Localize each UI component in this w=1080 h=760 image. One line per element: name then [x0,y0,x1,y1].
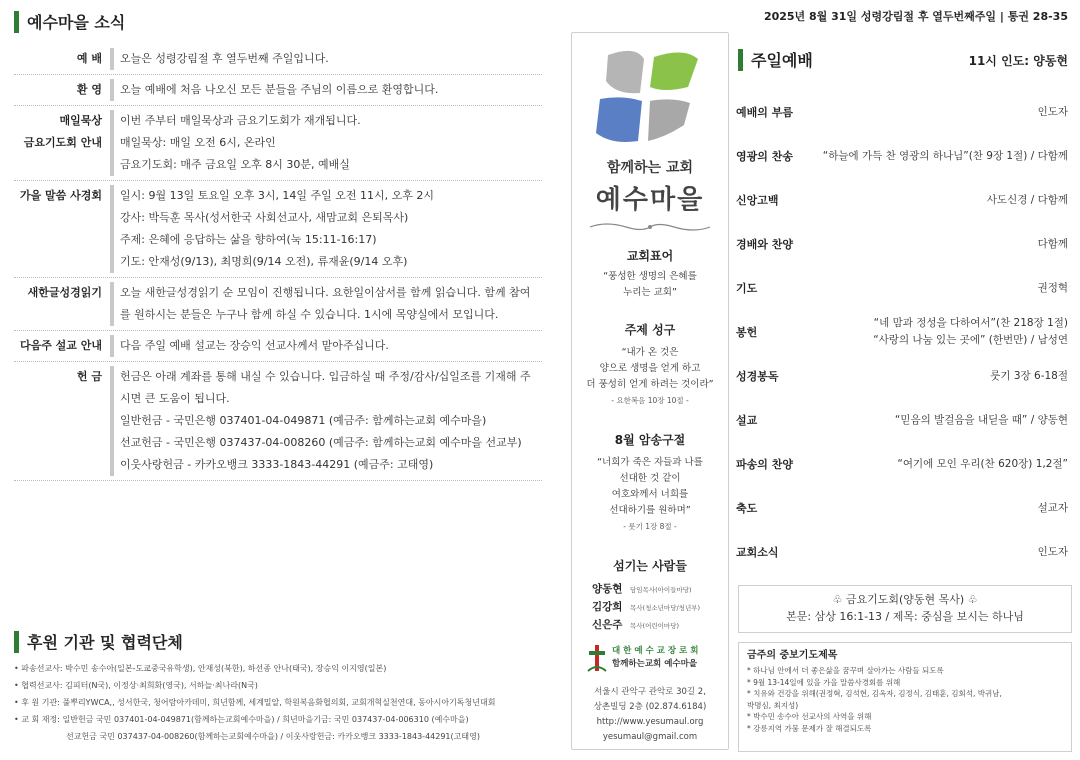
news-body-line: 다음 주일 예배 설교는 장승익 선교사께서 맡아주십니다. [120,339,389,352]
servant-name: 양동현 [592,583,623,595]
servant-role: 목사(청소년마당/청년부) [630,604,701,612]
worship-order-value [987,192,1068,209]
worship-order-value [823,148,1068,165]
worship-order-label: 영광의 찬송 [736,150,793,163]
news-row-body [110,282,542,326]
news-body-line: 주제: 은혜에 응답하는 삶을 향하여(눅 15:11-16:17) [120,233,377,246]
worship-order-value [1038,500,1068,517]
news-section-header [14,10,125,33]
support-item: • 후 원 기관: 풀뿌리YWCA,, 성서한국, 청어람아카데미, 희년함께, 세계밀알, 학원복음화협의회, 교회개혁실천연대, 동아시아기독청년대회 [14,698,496,707]
prayer-topic-item: * 치유와 건강을 위해(권정혁, 김석현, 김옥자, 김정식, 김태훈, 김회석, 박귀남, [747,689,1002,698]
news-body-line: 선교헌금 - 국민은행 037437-04-008260 (예금주: 함께하는교회 예수마을 선교부) [120,436,522,449]
servant-name: 신은주 [592,619,623,631]
servant-role: 담임목사(아이들마당) [630,586,692,594]
news-label-line: 헌 금 [76,370,102,383]
news-section-title: 예수마을 소식 [27,13,126,32]
news-body-line: 오늘 새한글성경읽기 순 모임이 진행됩니다. 요한일이삼서를 함께 읽습니다. 함께 참여 [120,286,531,299]
news-body-line: 이웃사랑헌금 - 카카오뱅크 3333-1843-44291 (예금주: 고태영) [120,458,434,471]
email-link[interactable]: yesumaul@gmail.com [602,732,698,742]
news-label-line: 금요기도회 안내 [23,136,102,149]
worship-order-value [990,368,1068,385]
news-label-line: 예 배 [76,52,102,65]
worship-order-label: 교회소식 [736,546,779,559]
bulletin-date-line: 2025년 8월 31일 성령강림절 후 열두번째주일 | 통권 28-35 [763,10,1068,23]
friday-prayer-title: ♧ 금요기도회(양동현 목사) ♧ [832,593,978,606]
section-accent-bar [738,49,743,71]
news-label-line: 다음주 설교 안내 [19,339,102,352]
denomination-cross-icon [586,643,608,673]
servants-list [592,581,724,635]
worship-order-value [873,315,1068,349]
worship-order-row [736,310,1068,354]
news-row-label [14,110,110,176]
worship-order-row [736,530,1068,574]
motto-text [572,269,728,301]
prayer-topic-item: * 하나님 안에서 더 좋은삶을 꿈꾸며 살아가는 사람들 되도록 [747,666,944,675]
worship-order-value [1038,280,1068,297]
worship-order-label: 성경봉독 [736,370,779,383]
theme-verse-title: 주제 성구 [624,323,676,337]
worship-order-label: 파송의 찬양 [736,458,793,471]
support-section-header [14,630,183,653]
news-row-label [14,185,110,273]
news-body-line: 오늘은 성령강림절 후 열두번째 주일입니다. [120,52,329,65]
motto-line: “풍성한 생명의 은혜를 [603,271,697,282]
denomination-church-name: 함께하는교회 예수마을 [612,659,698,669]
worship-order-row [736,486,1068,530]
news-body-line: 시면 큰 도움이 됩니다. [120,392,230,405]
news-row-body [110,110,542,176]
worship-order-row [736,354,1068,398]
news-row [14,362,542,481]
worship-order-row [736,442,1068,486]
news-row [14,331,542,362]
news-table [14,44,542,481]
worship-order-list [736,90,1068,574]
support-section-title: 후원 기관 및 협력단체 [27,633,183,652]
news-row-label [14,282,110,326]
worship-order-label: 설교 [736,414,758,427]
news-row-body [110,185,542,273]
address-line: 서울시 관악구 관악로 30길 2, [594,687,706,697]
news-row-label [14,335,110,357]
worship-section-header [738,48,813,71]
news-row-label [14,79,110,101]
worship-order-row [736,266,1068,310]
church-info-panel [571,32,729,750]
prayer-topic-item: * 9월 13-14일에 있을 가을 말씀사경회를 위해 [747,677,901,687]
news-label-line: 환 영 [76,83,102,96]
news-body-line: 일시: 9월 13일 토요일 오후 3시, 14일 주일 오전 11시, 오후 2시 [120,189,435,202]
prayer-topic-item: * 박수민 송수아 선교사의 사역을 위해 [747,712,872,721]
theme-verse-reference: - 요한복음 10장 10절 - [611,396,689,405]
news-label-line: 새한글성경읽기 [27,286,102,299]
news-row-body [110,79,542,101]
worship-order-value-line: 다함께 [1037,237,1068,250]
news-row [14,278,542,331]
worship-order-value-line: 인도자 [1037,105,1068,118]
worship-section-title: 주일예배 [751,51,813,70]
news-body-line: 강사: 박득훈 목사(성서한국 사회선교사, 새맘교회 은퇴목사) [120,211,409,224]
news-row [14,181,542,278]
worship-order-value-line: “하늘에 가득 찬 영광의 하나님”(찬 9장 1절) / 다함께 [822,149,1068,162]
ornament-divider-icon [586,221,714,233]
worship-order-value-line: 인도자 [1037,545,1068,558]
church-address [572,685,728,745]
worship-order-value-line: “믿음의 발걸음을 내딛을 때” / 양동현 [894,413,1068,426]
motto-line: 누리는 교회” [623,287,677,298]
news-body-line: 금요기도회: 매주 금요일 오후 8시 30분, 예배실 [120,158,350,171]
news-row-body [110,48,542,70]
news-body-line: 매일묵상: 매일 오전 6시, 온라인 [120,136,276,149]
theme-verse-line: 더 풍성히 얻게 하려는 것이라” [586,379,714,390]
worship-order-value-line: 룻기 3장 6-18절 [990,369,1068,382]
memory-verse-line: “너희가 죽은 자들과 나를 [597,457,703,468]
worship-order-value [1038,104,1068,121]
worship-order-label: 기도 [736,282,758,295]
prayer-topic-item: * 강릉지역 가뭄 문제가 잘 해결되도록 [747,723,872,733]
worship-order-value [1038,236,1068,253]
prayer-topic-item: 박명심, 최지성) [747,700,799,710]
worship-order-value-line: 권정혁 [1037,281,1068,294]
worship-order-label: 경배와 찬양 [736,238,793,251]
denomination-block [586,643,716,673]
logo-church-name: 예수마을 [595,185,705,215]
worship-order-value-line: “네 맘과 정성을 다하여서”(찬 218장 1절) [873,317,1068,329]
support-list [14,660,554,745]
logo-subtitle: 함께하는 교회 [606,160,694,176]
worship-order-label: 예배의 부름 [736,106,793,119]
support-item: • 협력선교사: 김피터(N국), 이정상·최희화(영국), 서하늘·최나라(N국) [14,681,258,690]
news-body-line: 이번 주부터 매일묵상과 금요기도회가 재개됩니다. [120,114,361,127]
memory-verse-text [572,455,728,535]
worship-time-leader: 11시 인도: 양동현 [968,54,1068,68]
website-link[interactable]: http://www.yesumaul.org [596,717,704,727]
support-item: • 파송선교사: 박수민 송수아(일본-도쿄중국유학생), 안재성(북한), 하선종 안나(태국), 장승익 이지영(일본) [14,664,387,673]
theme-verse-line: 양으로 생명을 얻게 하고 [599,363,701,374]
theme-verse-line: “내가 온 것은 [621,347,679,358]
prayer-topics-title: 금주의 중보기도제목 [747,650,838,661]
worship-order-row [736,222,1068,266]
worship-order-value-line: 설교자 [1037,501,1068,514]
memory-verse-line: 여호와께서 너희를 [611,489,689,500]
news-body-line: 일반헌금 - 국민은행 037401-04-049871 (예금주: 함께하는교회 예수마을) [120,414,487,427]
worship-order-row [736,134,1068,178]
news-label-line: 매일묵상 [59,114,102,127]
news-row-label [14,48,110,70]
servant-row [592,599,724,617]
memory-verse-reference: - 룻기 1장 8절 - [623,522,677,531]
worship-order-value [1038,544,1068,561]
denomination-name: 대 한 예 수 교 장 로 회 [612,646,699,656]
worship-order-row [736,398,1068,442]
worship-order-value-line: 사도신경 / 다함께 [986,193,1068,206]
servant-role: 목사(어린이마당) [630,622,680,630]
worship-order-value-line: “여기에 모인 우리(찬 620장) 1,2절” [897,457,1068,470]
section-accent-bar [14,631,19,653]
address-line: 상촌빌딩 2층 (02.874.6184) [593,702,707,712]
worship-order-label: 축도 [736,502,758,515]
support-item: 선교헌금 국민 037437-04-008260(함께하는교회예수마을) / 이웃사랑헌금: 카카오뱅크 3333-1843-44291(고태영) [66,732,480,741]
memory-verse-title: 8월 암송구절 [614,433,686,447]
news-body-line: 오늘 예배에 처음 나오신 모든 분들을 주님의 이름으로 환영합니다. [120,83,439,96]
worship-order-label: 신앙고백 [736,194,779,207]
worship-order-value-line: “사랑의 나눔 있는 곳에” (한번만) / 남성연 [873,334,1068,346]
news-body-line: 를 원하시는 분들은 누구나 함께 하실 수 있습니다. 1시에 목양실에서 모입니다. [120,308,499,321]
servant-row [592,581,724,599]
church-logo-icon [586,41,716,157]
worship-order-label: 봉헌 [736,326,758,339]
news-row-body [110,335,542,357]
motto-title: 교회표어 [626,249,674,263]
theme-verse-text [572,345,728,409]
friday-prayer-box [738,585,1072,633]
worship-order-row [736,90,1068,134]
news-row [14,75,542,106]
news-row [14,106,542,181]
section-accent-bar [14,11,19,33]
news-row [14,44,542,75]
news-label-line: 가을 말씀 사경회 [19,189,102,202]
worship-order-row [736,178,1068,222]
memory-verse-line: 선대한 것 같이 [619,473,681,484]
worship-order-value [897,456,1068,473]
news-body-line: 기도: 안재성(9/13), 최명희(9/14 오전), 류재윤(9/14 오후) [120,255,408,268]
support-item: • 교 회 재정: 일반헌금 국민 037401-04-049871(함께하는교회예수마을) / 희년마을기금: 국민 037437-04-006310 (예수마을) [14,715,469,724]
servant-row [592,617,724,635]
prayer-topics-list [747,665,1063,734]
servants-title: 섬기는 사람들 [613,559,687,573]
worship-order-value [895,412,1068,429]
servant-name: 김강희 [592,601,623,613]
news-row-body [110,366,542,476]
news-row-label [14,366,110,476]
memory-verse-line: 선대하기를 원하며” [609,505,691,516]
news-body-line: 헌금은 아래 계좌를 통해 내실 수 있습니다. 입금하실 때 주정/감사/십일조를 기재해 주 [120,370,531,383]
prayer-topics-box [738,642,1072,752]
friday-prayer-text: 본문: 삼상 16:1-13 / 제목: 중심을 보시는 하나님 [786,610,1024,623]
